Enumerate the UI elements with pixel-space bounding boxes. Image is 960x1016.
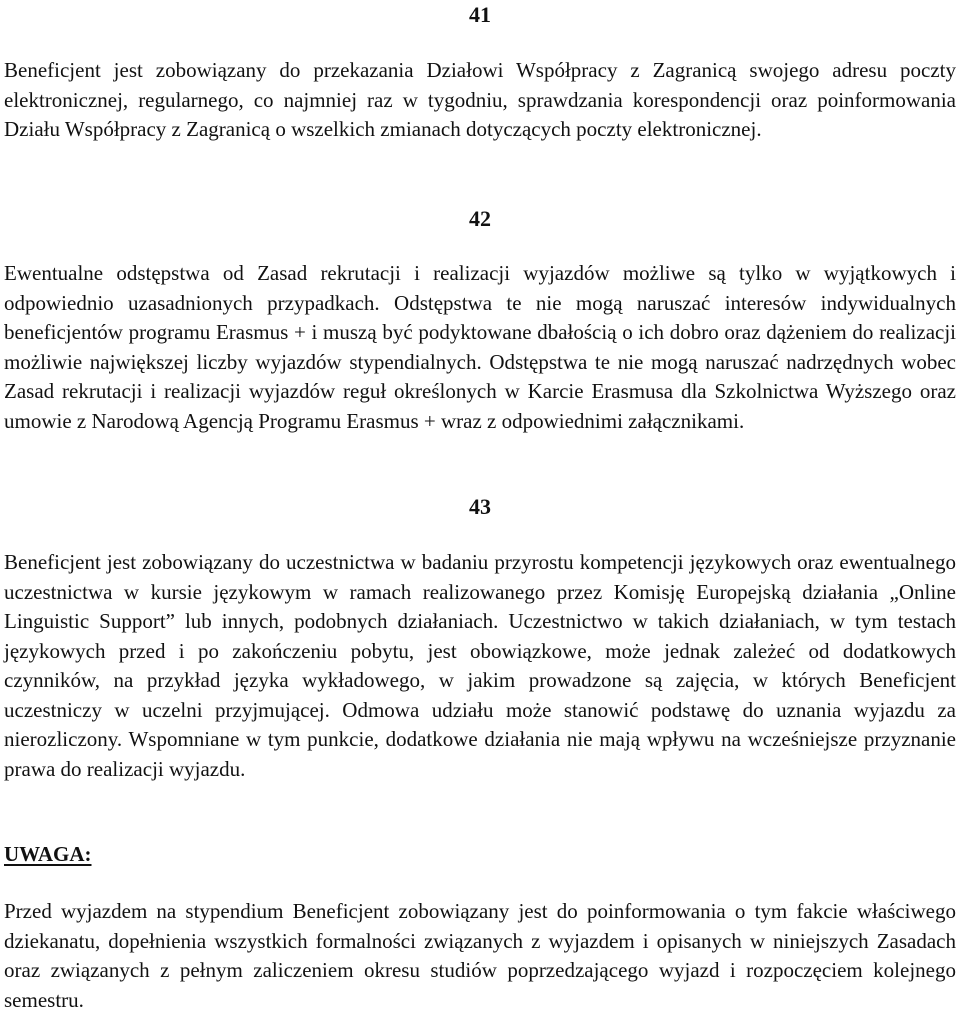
section-number-41: 41 <box>469 2 491 27</box>
section-41-text: Beneficjent jest zobowiązany do przekazania Działowi Współpracy z Zagranicą swojego adresu poczty elektronicznej, regularnego, co najmniej raz w tygodniu, sprawdzania korespondencji oraz poinformowania Działu Współpracy z Zagranicą o wszelkich zmianach dotyczących poczty elektronicznej. <box>4 58 956 141</box>
section-number-42: 42 <box>469 206 491 231</box>
note-text: Przed wyjazdem na stypendium Beneficjent zobowiązany jest do poinformowania o tym fakcie właściwego dziekanatu, dopełnienia wszystkich formalności związanych z wyjazdem i opisanych w niniejszych Zasadach oraz związanych z pełnym zaliczeniem okresu studiów poprzedzającego wyjazd i rozpoczęciem kolejnego semestru. <box>4 899 956 1012</box>
section-number-43: 43 <box>469 494 491 519</box>
section-43-text: Beneficjent jest zobowiązany do uczestnictwa w badaniu przyrostu kompetencji językowych oraz ewentualnego uczestnictwa w kursie językowym w ramach realizowanego przez Komisję Europejską działania „Online Linguistic Support” lub innych, podobnych działaniach. Uczestnictwo w takich działaniach, w tym testach językowych przed i po zakończeniu pobytu, jest obowiązkowe, może jednak zależeć od dodatkowych czynników, na przykład języka wykładowego, w jakim prowadzone są zajęcia, w których Beneficjent uczestniczy w uczelni przyjmującej. Odmowa udziału może stanowić podstawę do uznania wyjazdu za nierozliczony. Wspomniane w tym punkcie, dodatkowe działania nie mają wpływu na wcześniejsze przyznanie prawa do realizacji wyjazdu. <box>4 550 956 781</box>
section-42-text: Ewentualne odstępstwa od Zasad rekrutacji i realizacji wyjazdów możliwe są tylko w wyjątkowych i odpowiednio uzasadnionych przypadkach. Odstępstwa te nie mogą naruszać interesów indywidualnych beneficjentów programu Erasmus + i muszą być podyktowane dbałością o ich dobro oraz dążeniem do realizacji możliwie największej liczby wyjazdów stypendialnych. Odstępstwa te nie mogą naruszać nadrzędnych wobec Zasad rekrutacji i realizacji wyjazdów reguł określonych w Karcie Erasmusa dla Szkolnictwa Wyższego oraz umowie z Narodową Agencją Programu Erasmus + wraz z odpowiednimi załącznikami. <box>4 261 956 433</box>
note-heading: UWAGA: <box>4 842 92 866</box>
